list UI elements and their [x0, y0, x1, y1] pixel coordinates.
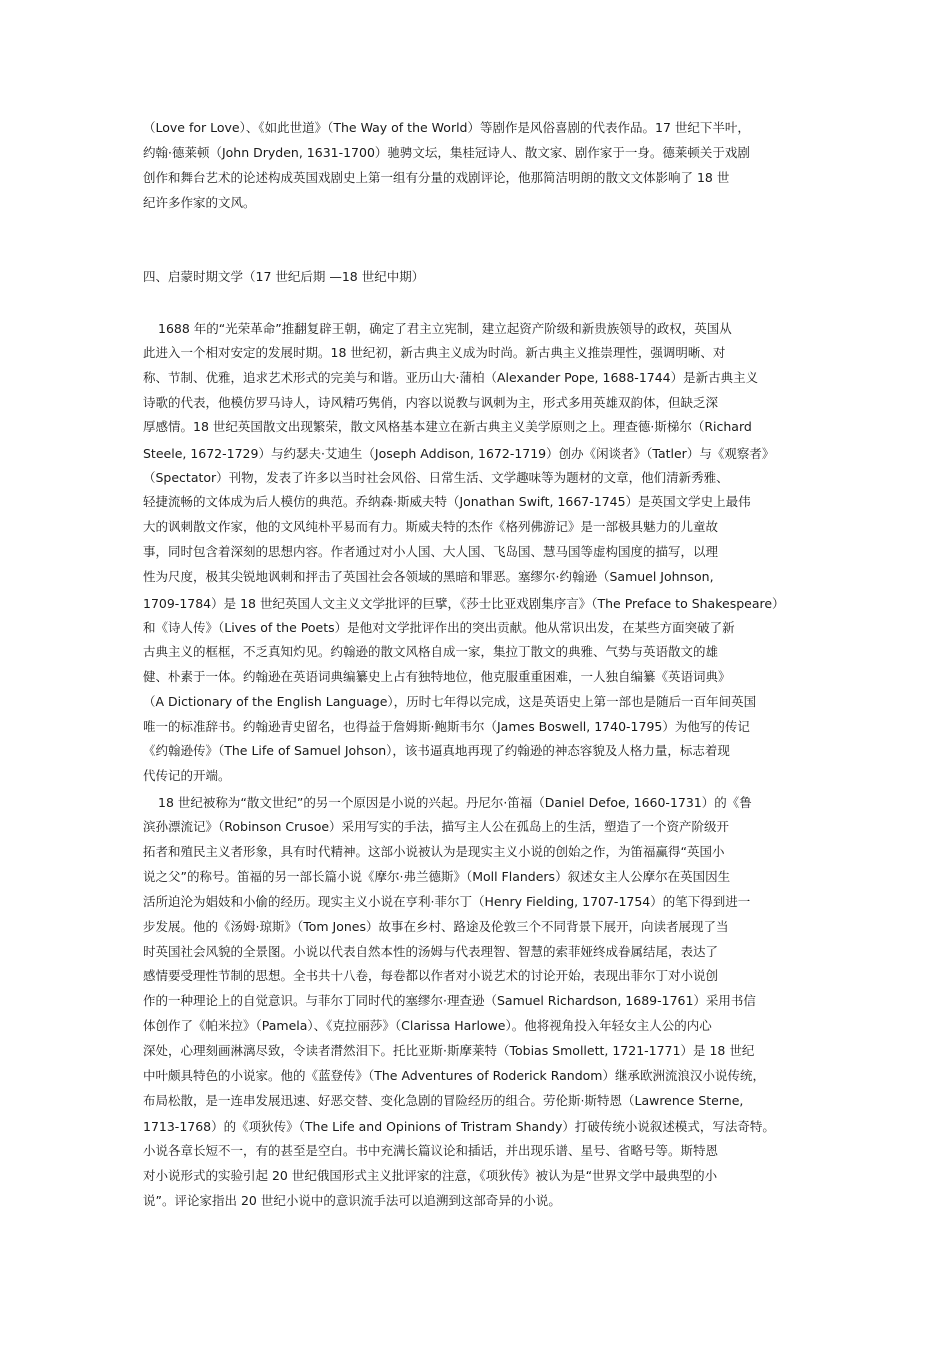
text-line: 性为尺度，极其尖锐地讽刺和抨击了英国社会各领域的黑暗和罪恶。塞缪尔·约翰逊（Samuel Johnson, — [143, 569, 714, 584]
text-line: 18 世纪被称为“散文世纪”的另一个原因是小说的兴起。丹尼尔·笛福（Daniel Defoe, 1660-1731）的《鲁 — [158, 795, 752, 810]
text-line: 1709-1784）是 18 世纪英国人文主义文学批评的巨擘，《莎士比亚戏剧集序言》（The Preface to Shakespeare） — [143, 596, 785, 611]
text-line: （Love for Love）、《如此世道》（The Way of the World）等剧作是风俗喜剧的代表作品。17 世纪下半叶， — [143, 120, 750, 135]
text-line: 大的讽刺散文作家，他的文风纯朴平易而有力。斯威夫特的杰作《格列佛游记》是一部极具魅力的儿童故 — [143, 519, 719, 534]
text-line: 活所迫沦为娼妓和小偷的经历。现实主义小说在亨利·菲尔丁（Henry Fielding, 1707-1754）的笔下得到进一 — [143, 894, 751, 909]
text-line: 古典主义的框框，不乏真知灼见。约翰逊的散文风格自成一家，集拉丁散文的典雅、气势与英语散文的雄 — [143, 644, 719, 659]
text-line: 说之父”的称号。笛福的另一部长篇小说《摩尔·弗兰德斯》（Moll Flanders）叙述女主人公摩尔在英国因生 — [143, 869, 731, 884]
text-line: 纪许多作家的文风。 — [143, 195, 256, 210]
text-line: 轻捷流畅的文体成为后人模仿的典范。乔纳森·斯威夫特（Jonathan Swift, 1667-1745）是英国文学史上最伟 — [143, 494, 751, 509]
text-line: 深处，心理刻画淋漓尽致，令读者潸然泪下。托比亚斯·斯摩莱特（Tobias Smollett, 1721-1771）是 18 世纪 — [143, 1043, 755, 1058]
text-line: 事，同时包含着深刻的思想内容。作者通过对小人国、大人国、飞岛国、慧马国等虚构国度的描写，以理 — [143, 544, 719, 559]
text-line: 厚感情。18 世纪英国散文出现繁荣，散文风格基本建立在新古典主义美学原则之上。理查德·斯梯尔（Richard — [143, 419, 752, 434]
text-line: 拓者和殖民主义者形象，具有时代精神。这部小说被认为是现实主义小说的创始之作，为笛福赢得“英国小 — [143, 844, 725, 859]
text-line: 代传记的开端。 — [143, 768, 231, 783]
text-line: 称、节制、优雅，追求艺术形式的完美与和谐。亚历山大·蒲柏（Alexander Pope, 1688-1744）是新古典主义 — [143, 370, 759, 385]
text-line: 唯一的标准辞书。约翰逊青史留名，也得益于詹姆斯·鲍斯韦尔（James Boswell, 1740-1795）为他写的传记 — [143, 719, 750, 734]
text-line: 创作和舞台艺术的论述构成英国戏剧史上第一组有分量的戏剧评论，他那简洁明朗的散文文体影响了 18 世 — [143, 170, 730, 185]
text-line: 此进入一个相对安定的发展时期。18 世纪初，新古典主义成为时尚。新古典主义推崇理性，强调明晰、对 — [143, 345, 726, 360]
text-line: 感情要受理性节制的思想。全书共十八卷，每卷都以作者对小说艺术的讨论开始，表现出菲尔丁对小说创 — [143, 968, 719, 983]
text-line: 诗歌的代表，他模仿罗马诗人，诗风精巧隽俏，内容以说教与讽刺为主，形式多用英雄双韵体，但缺乏深 — [143, 395, 719, 410]
text-line: 作的一种理论上的自觉意识。与菲尔丁同时代的塞缪尔·理查逊（Samuel Richardson, 1689-1761）采用书信 — [143, 993, 756, 1008]
text-line: （A Dictionary of the English Language），历时七年得以完成，这是英语史上第一部也是随后一百年间英国 — [143, 694, 757, 709]
text-line: 说”。评论家指出 20 世纪小说中的意识流手法可以追溯到这部奇异的小说。 — [143, 1193, 561, 1208]
text-line: Steele, 1672-1729）与约瑟夫·艾迪生（Joseph Addison, 1672-1719）创办《闲谈者》（Tatler）与《观察者》 — [143, 446, 775, 461]
text-line: 《约翰逊传》（The Life of Samuel Johson），该书逼真地再现了约翰逊的神态容貌及人格力量，标志着现 — [143, 743, 730, 758]
text-line: 中叶颇具特色的小说家。他的《蓝登传》（The Adventures of Roderick Random）继承欧洲流浪汉小说传统， — [143, 1068, 765, 1083]
text-line: 步发展。他的《汤姆·琼斯》（Tom Jones）故事在乡村、路途及伦敦三个不同背景下展开，向读者展现了当 — [143, 919, 729, 934]
text-line: 时英国社会风貌的全景图。小说以代表自然本性的汤姆与代表理智、智慧的索菲娅终成眷属结尾，表达了 — [143, 944, 719, 959]
text-line: 和《诗人传》（Lives of the Poets）是他对文学批评作出的突出贡献。他从常识出发，在某些方面突破了新 — [143, 620, 735, 635]
text-line: 对小说形式的实验引起 20 世纪俄国形式主义批评家的注意，《项狄传》被认为是“世界文学中最典型的小 — [143, 1168, 718, 1183]
text-line: 约翰·德莱顿（John Dryden, 1631-1700）驰骋文坛，集桂冠诗人、散文家、剧作家于一身。德莱顿关于戏剧 — [143, 145, 750, 160]
text-line: （Spectator）刊物，发表了许多以当时社会风俗、日常生活、文学趣味等为题材的文章，他们清新秀雅、 — [143, 470, 729, 485]
text-line: 1713-1768）的《项狄传》（The Life and Opinions of Tristram Shandy）打破传统小说叙述模式，写法奇特。 — [143, 1119, 775, 1134]
text-line: 体创作了《帕米拉》（Pamela）、《克拉丽莎》（Clarissa Harlowe）。他将视角投入年轻女主人公的内心 — [143, 1018, 712, 1033]
text-line: 健、朴素于一体。约翰逊在英语词典编纂史上占有独特地位，他克服重重困难，一人独自编纂《英语词典》 — [143, 669, 731, 684]
section-heading: 四、启蒙时期文学（17 世纪后期 —18 世纪中期） — [143, 269, 425, 284]
text-line: 小说各章长短不一，有的甚至是空白。书中充满长篇议论和插话，并出现乐谱、星号、省略号等。斯特恩 — [143, 1143, 719, 1158]
text-line: 1688 年的“光荣革命”推翻复辟王朝，确定了君主立宪制，建立起资产阶级和新贵族领导的政权，英国从 — [158, 321, 732, 336]
text-line: 滨孙漂流记》（Robinson Crusoe）采用写实的手法，描写主人公在孤岛上的生活，塑造了一个资产阶级开 — [143, 819, 730, 834]
text-line: 布局松散，是一连串发展迅速、好恶交替、变化急剧的冒险经历的组合。劳伦斯·斯特恩（Lawrence Sterne, — [143, 1093, 744, 1108]
